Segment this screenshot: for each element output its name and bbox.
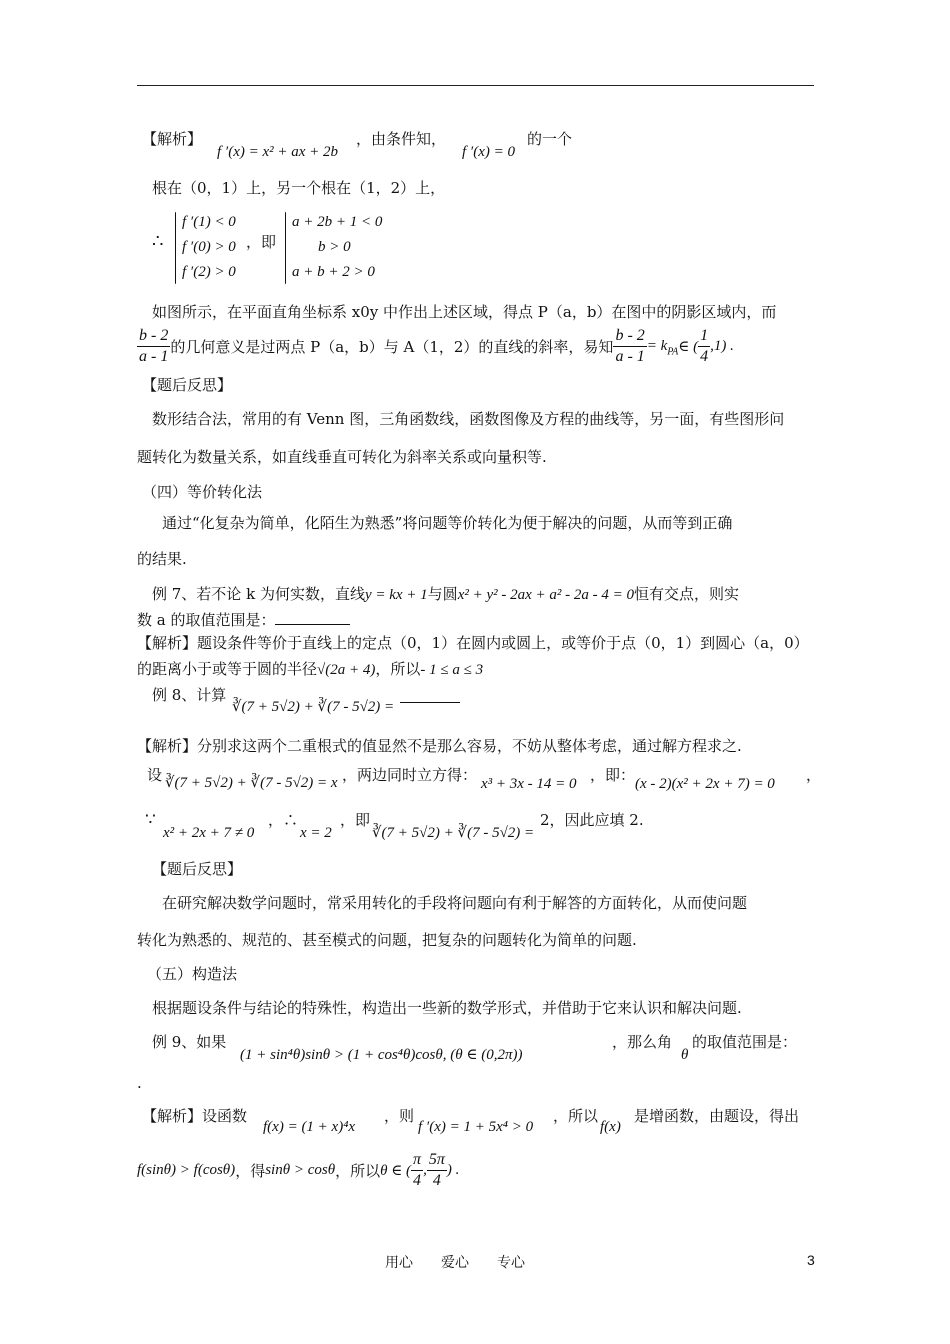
answer-blank [275,610,350,625]
therefore-symbol: ，∴ [268,811,299,829]
text-ie: ，即： [590,766,636,784]
fraction-5pi-4: $\frac{5\pi}{4}$ [428,1151,445,1189]
solution-line-1 [142,129,202,149]
solution-label: 【解析】 [142,130,203,148]
text-so: ，所以 [553,1107,599,1125]
therefore-symbol: ∴ [152,231,164,252]
inequality: a + 2b + 1 < 0 [292,214,383,230]
inequality: f ′(2) > 0 [182,264,236,280]
paragraph-line: 通过“化复杂为简单，化陌生为熟悉”将问题等价转化为便于解决的问题，从而等到正确 [162,514,733,532]
formula-set-x: ∛(7 + 5√2) + ∛(7 - 5√2) = x [165,775,338,791]
header-rule [137,85,814,86]
formula-circle: x² + y² - 2ax + a² - 2a - 4 = 0 [457,587,635,603]
heading-reflection-1: 【题后反思】 [142,376,233,394]
formula-in: ∈ ( [678,339,699,355]
solution-8-line-1: 【解析】分别求这两个二重根式的值显然不是那么容易，不妨从整体考虑，通过解方程求之. [137,737,742,755]
formula-end: ,1) . [710,338,734,354]
text-coordinate-region: 如图所示，在平面直角坐标系 x0y 中作出上述区域，得点 P（a，b）在图中的阴影区域内，而 [152,303,777,321]
inequality-system-1 [182,210,236,285]
text-condition: ，由条件知， [356,130,447,148]
formula-quadratic-nonzero: x² + 2x + 7 ≠ 0 [163,825,255,841]
formula-derivative-zero: f ′(x) = 0 [462,144,515,160]
subscript-pa: PA [667,346,679,358]
text-increasing: 是增函数，由题设，得出 [634,1107,800,1125]
formula-radius: √(2a + 4) [317,662,376,678]
symbol-theta: θ [681,1047,689,1063]
formula-inequality: (1 + sin⁴θ)sinθ > (1 + cos⁴θ)cosθ, (θ ∈ (0,2π)) [240,1047,523,1063]
text-then-angle: ，那么角 [612,1033,673,1051]
text-dot: . [137,1074,142,1092]
inequality-system-2 [292,210,382,285]
inequality: a + b + 2 > 0 [292,264,375,280]
formula-fx-short: f(x) [600,1119,621,1135]
footer-motto: 用心 爱心 专心 [385,1255,525,1271]
example-7-line-1: 例 7、若不论 k 为何实数，直线y = kx + 1与圆x² + y² - 2ax + a² - 2a - 4 = 0恒有交点，则实 [152,585,740,603]
fraction-quarter: $\frac{1}{4}$ [700,327,709,365]
solution-9-label: 【解析】设函数 [142,1107,248,1125]
fraction-slope: $\frac{b - 2}{a - 1}$ [139,327,169,365]
answer-blank [400,688,460,703]
slope-line [137,326,734,367]
paragraph-line: 数形结合法，常用的有 Venn 图，三角函数线，函数图像及方程的曲线等，另一面，有些图形问 [152,410,785,428]
formula-range-a: - 1 ≤ a ≤ 3 [420,662,484,678]
section-heading-5: （五）构造法 [147,965,238,983]
text-geometric-meaning: 的几何意义是过两点 P（a，b）与 A（1，2）的直线的斜率，易知 [170,338,614,356]
solution-9-line-2: f(sinθ) > f(cosθ)，得sinθ > cosθ，所以θ ∈ ( $\frac{\pi}{4}$ , $\frac{5\pi}{4}$ ) . [137,1151,460,1189]
solution-7-line-1: 【解析】题设条件等价于直线上的定点（0，1）在圆内或圆上，或等价于点（0，1）到圆心（a，0） [137,634,809,652]
paragraph-line: 根据题设条件与结论的特殊性，构造出一些新的数学形式，并借助于它来认识和解决问题. [152,999,742,1017]
paragraph-line: 题转化为数量关系，如直线垂直可转化为斜率关系或向量积等. [137,448,547,466]
paragraph-line: 在研究解决数学问题时，常采用转化的手段将问题向有利于解答的方面转化，从而使问题 [162,894,748,912]
formula-fx: f(x) = (1 + x)⁴x [263,1119,356,1135]
formula-factored: (x - 2)(x² + 2x + 7) = 0 [635,776,775,792]
text-answer: 2，因此应填 2. [540,811,644,829]
text-ji: ，即 [246,233,277,251]
text-cube-both: ，两边同时立方得： [342,766,478,784]
left-brace-1 [175,212,176,284]
inequality: b > 0 [318,239,351,255]
paragraph-line: 转化为熟悉的、规范的、甚至模式的问题，把复杂的问题转化为简单的问题. [137,931,637,949]
solution-7-line-2: 的距离小于或等于圆的半径√(2a + 4)，所以- 1 ≤ a ≤ 3 [137,660,484,678]
formula-f-sin-cos: f(sinθ) > f(cosθ) [137,1162,236,1178]
heading-reflection-2: 【题后反思】 [152,860,243,878]
example-7-line-2: 数 a 的取值范围是： [137,610,350,630]
left-brace-2 [285,212,286,284]
formula-theta-in: θ ∈ ( [380,1163,412,1179]
formula-line: y = kx + 1 [364,587,428,603]
text-ie: ，即 [340,811,371,829]
page-number: 3 [807,1252,815,1268]
text-then: ，则 [384,1107,415,1125]
paragraph-line: 的结果. [137,550,187,568]
formula-fprime: f ′(x) = 1 + 5x⁴ > 0 [418,1119,534,1135]
example-9-label: 例 9、如果 [152,1033,227,1051]
section-heading-4: （四）等价转化法 [142,483,263,501]
formula-sin-gt-cos: sinθ > cosθ [265,1162,336,1178]
formula-k: = k [646,338,668,354]
formula-cube-roots: ∛(7 + 5√2) + ∛(7 - 5√2) = [232,699,395,715]
because-symbol: ∵ [145,810,156,830]
fraction-pi-4: $\frac{\pi}{4}$ [413,1151,422,1189]
inequality: f ′(0) > 0 [182,239,236,255]
text-one-root: 的一个 [527,130,573,148]
formula-cube-roots-result: ∛(7 + 5√2) + ∛(7 - 5√2) = [372,825,535,841]
text-range-of: 的取值范围是： [692,1033,798,1051]
inequality: f ′(1) < 0 [182,214,236,230]
example-8-line: 例 8、计算 [152,686,227,704]
text-comma: ， [806,766,822,784]
fraction-slope-2: $\frac{b - 2}{a - 1}$ [615,327,645,365]
formula-x-equals-2: x = 2 [300,825,332,841]
text-let: 设 [147,766,163,784]
formula-cubic: x³ + 3x - 14 = 0 [481,776,577,792]
formula-derivative: f ′(x) = x² + ax + 2b [217,144,339,160]
text-root-intervals: 根在（0，1）上，另一个根在（1，2）上， [152,179,446,197]
